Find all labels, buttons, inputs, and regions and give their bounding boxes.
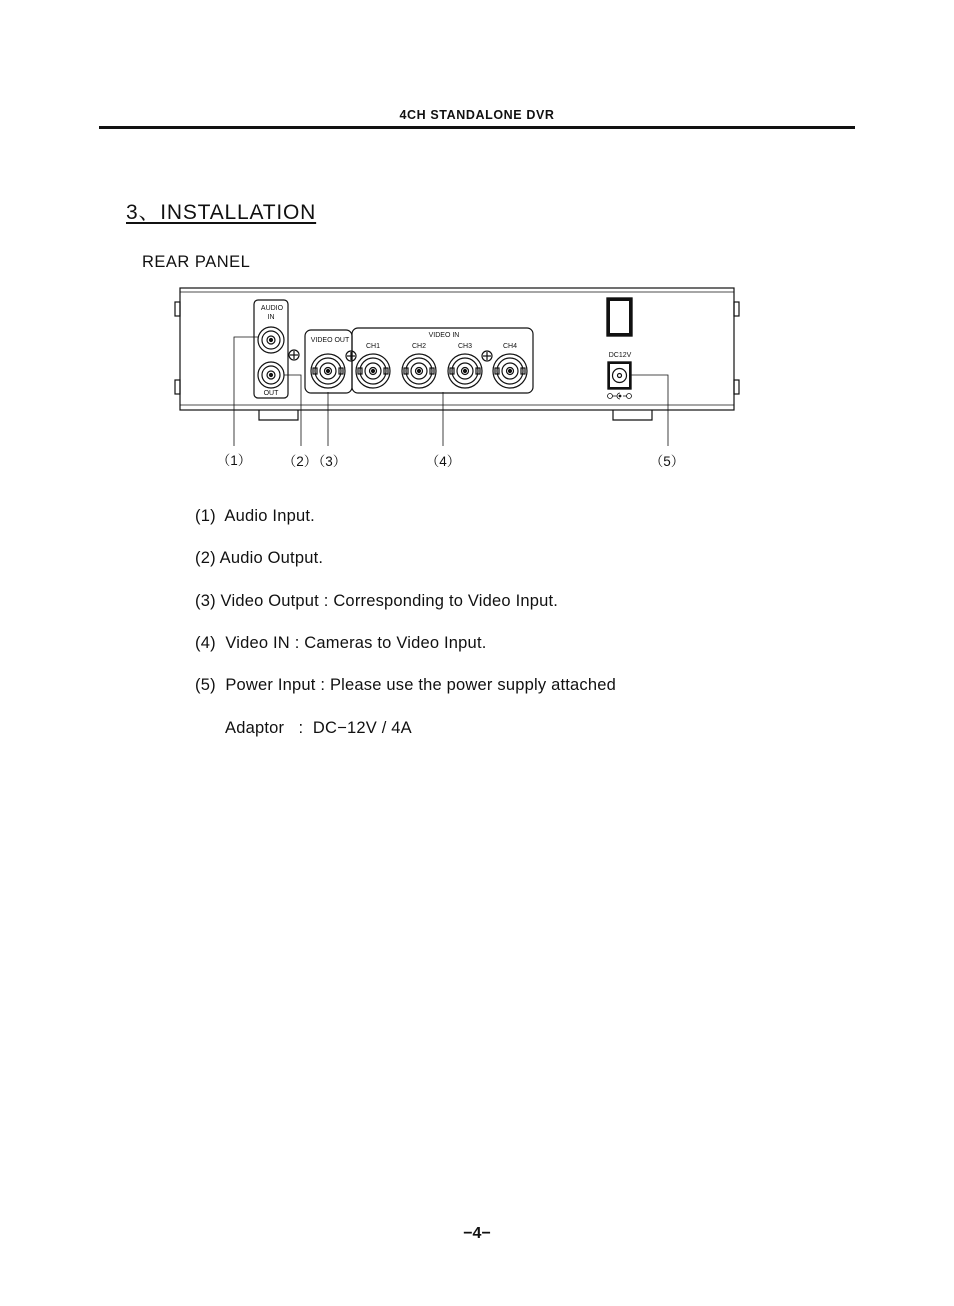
subsection-title: REAR PANEL [142,253,251,271]
bnc-ch4 [493,354,527,388]
list-item: (4) Video IN : Cameras to Video Input. [195,634,487,652]
ch2-label: CH2 [411,343,427,350]
list-item: (2) Audio Output. [195,549,324,567]
callout-5: （5） [649,454,685,469]
audio-in-jack [258,327,284,353]
section-title: 3、INSTALLATION [126,201,317,224]
callout-1: （1） [216,453,252,468]
list-item: Adaptor : DC−12V / 4A [225,719,412,737]
video-out-label: VIDEO OUT [310,337,350,344]
chassis-ear-left-top [175,302,180,316]
callout-2: （2） [282,454,318,469]
list-item: (3) Video Output : Corresponding to Video Input. [195,592,559,610]
list-item: (1) Audio Input. [195,507,315,525]
audio-in-label: IN [267,314,275,321]
audio-label: AUDIO [260,305,284,312]
chassis-foot-right [613,410,652,420]
list-item: (5) Power Input : Please use the power supply attached [195,676,616,694]
chassis-ear-left-bottom [175,380,180,394]
chassis-ear-right-bottom [734,380,739,394]
video-in-label: VIDEO IN [428,332,460,339]
ch1-label: CH1 [365,343,381,350]
callout-3: （3） [311,454,347,469]
audio-out-jack [258,362,284,388]
page-number: −4− [463,1225,491,1242]
bnc-video-out [311,354,345,388]
bnc-ch1 [356,354,390,388]
callout-4: （4） [425,454,461,469]
ch4-label: CH4 [502,343,518,350]
audio-out-label: OUT [263,390,279,397]
bnc-ch2 [402,354,436,388]
screw-icon [482,351,492,361]
screw-icon [346,351,356,361]
header-title: 4CH STANDALONE DVR [399,108,555,122]
polarity-icon [608,393,632,399]
screw-icon [289,350,299,360]
chassis-ear-right-top [734,302,739,316]
bnc-ch3 [448,354,482,388]
dc12v-label: DC12V [608,352,632,359]
chassis-foot-left [259,410,298,420]
ch3-label: CH3 [457,343,473,350]
rear-panel-diagram [0,0,954,480]
